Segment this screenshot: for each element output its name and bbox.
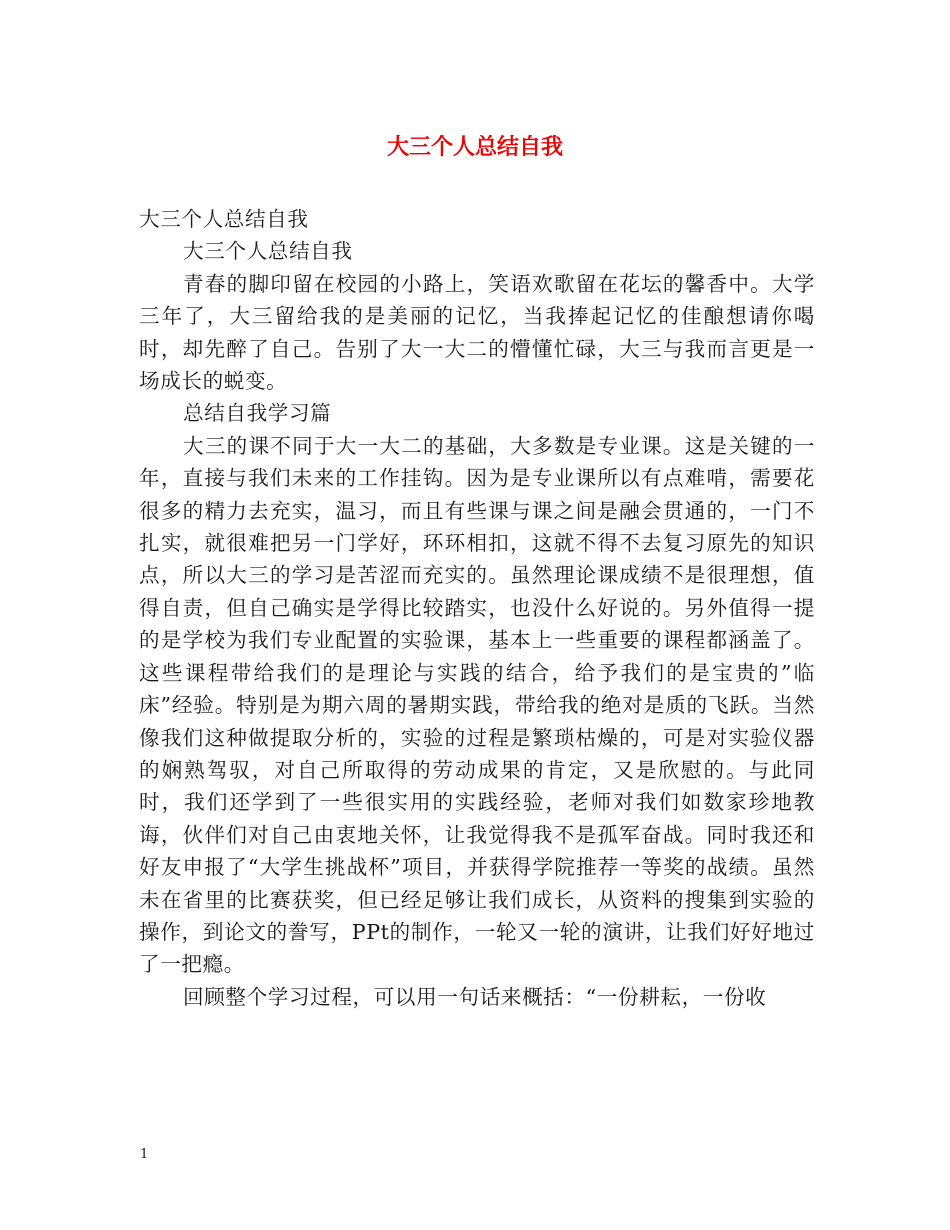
paragraph-intro: 青春的脚印留在校园的小路上，笑语欢歌留在花坛的馨香中。大学三年了，大三留给我的是美丽的记忆，当我捧起记忆的佳酿想请你喝时，却先醉了自己。告别了大一大二的懵懂忙碌，大三与我而言更是一场成长的蜕变。 <box>139 271 815 394</box>
document-title: 大三个人总结自我 <box>386 135 563 160</box>
paragraph-study: 大三的课不同于大一大二的基础，大多数是专业课。这是关键的一年，直接与我们未来的工作挂钩。因为是专业课所以有点难啃，需要花很多的精力去充实，温习，而且有些课与课之间是融会贯通的，一门不扎实，就很难把另一门学好，环环相扣，这就不得不去复习原先的知识点，所以大三的学习是苦涩而充实的。虽然理论课成绩不是很理想，值得自责，但自己确实是学得比较踏实，也没什么好说的。另外值得一提的是学校为我们专业配置的实验课，基本上一些重要的课程都涵盖了。这些课程带给我们的是理论与实践的结合，给予我们的是宝贵的”临床”经验。特别是为期六周的暑期实践，带给我的绝对是质的飞跃。当然像我们这种做提取分析的，实验的过程是繁琐枯燥的，可是对实验仪器的娴熟驾驭，对自己所取得的劳动成果的肯定，又是欣慰的。与此同时，我们还学到了一些很实用的实践经验，老师对我们如数家珍地教诲，伙伴们对自己由衷地关怀，让我觉得我不是孤军奋战。同时我还和好友申报了“大学生挑战杯”项目，并获得学院推荐一等奖的战绩。虽然未在省里的比赛获奖，但已经足够让我们成长，从资料的搜集到实验的操作，到论文的誊写，PPt的制作，一轮又一轮的演讲，让我们好好地过了一把瘾。 <box>139 433 815 977</box>
paragraph-review: 回顾整个学习过程，可以用一句话来概括：“一份耕耘，一份收 <box>183 984 767 1009</box>
page-number: 1 <box>140 1147 149 1162</box>
document-body <box>139 203 815 1013</box>
paragraph-subheading: 大三个人总结自我 <box>183 239 353 264</box>
paragraph-heading: 大三个人总结自我 <box>139 207 309 231</box>
paragraph-section-heading: 总结自我学习篇 <box>183 401 332 426</box>
